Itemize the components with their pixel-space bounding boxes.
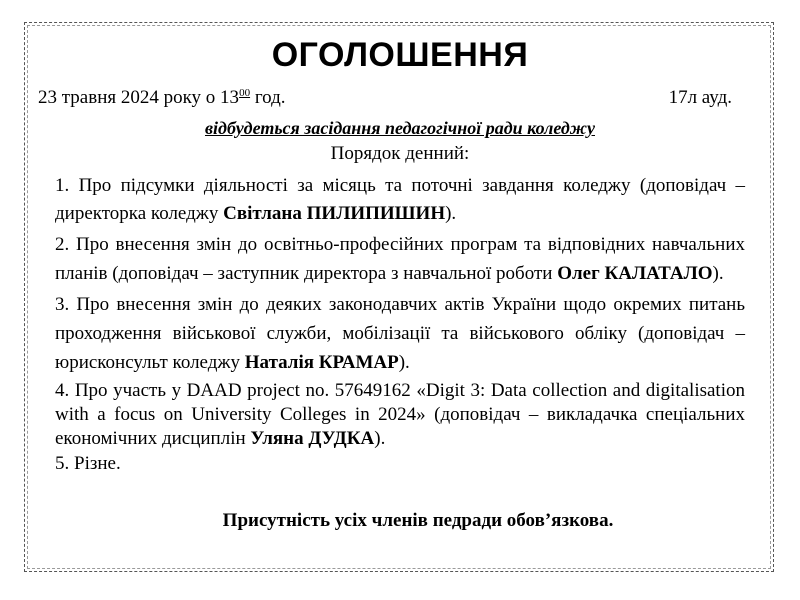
- agenda-item: [55, 379, 745, 451]
- agenda-label: Порядок денний:: [330, 143, 470, 164]
- agenda-item-end: ).: [445, 203, 457, 224]
- agenda-item-text: 1. Про підсумки діяльності за місяць та поточні завдання коледжу (доповідач – директорка коледжу: [55, 175, 745, 224]
- agenda-list: [55, 172, 745, 477]
- agenda-item: [55, 230, 745, 288]
- attendance-notice: Присутність усіх членів педради обов’язкова.: [222, 510, 614, 531]
- speaker-name: Уляна ДУДКА: [250, 428, 375, 449]
- speaker-name: Олег КАЛАТАЛО: [557, 263, 713, 284]
- agenda-item: [55, 172, 745, 228]
- agenda-item-end: ).: [712, 263, 724, 284]
- agenda-item: [55, 451, 745, 477]
- meeting-subtitle: відбудеться засідання педагогічної ради коледжу: [204, 118, 595, 138]
- meeting-time-minutes: 00: [239, 87, 251, 99]
- agenda-item-text: 4. Про участь у DAAD project no. 57649162 «Digit 3: Data collection and digitalisation with a focus on University Colleges in 2024» (доповідач – викладачка спеціальних економічних дисциплін: [55, 380, 745, 449]
- agenda-item-text: 5. Різне.: [55, 453, 121, 474]
- agenda-item: [55, 290, 745, 377]
- agenda-item-text: 3. Про внесення змін до деяких законодавчих актів України щодо окремих питань проходження військової служби, мобілізації та військового обліку (доповідач – юрисконсульт коледжу: [55, 294, 745, 373]
- speaker-name: Наталія КРАМАР: [244, 352, 399, 373]
- agenda-item-end: ).: [398, 352, 410, 373]
- meeting-time-suffix: год.: [250, 87, 286, 108]
- meeting-room: 17л ауд.: [668, 87, 732, 108]
- meeting-date: 23 травня 2024 року о 13: [38, 87, 240, 108]
- announcement-title: ОГОЛОШЕННЯ: [271, 36, 529, 74]
- meeting-datetime: [38, 87, 286, 109]
- agenda-item-text: 2. Про внесення змін до освітньо-професійних програм та відповідних навчальних планів (доповідач – заступник директора з навчальної роботи: [55, 234, 745, 284]
- speaker-name: Світлана ПИЛИПИШИН: [223, 203, 446, 224]
- agenda-item-end: ).: [374, 428, 386, 449]
